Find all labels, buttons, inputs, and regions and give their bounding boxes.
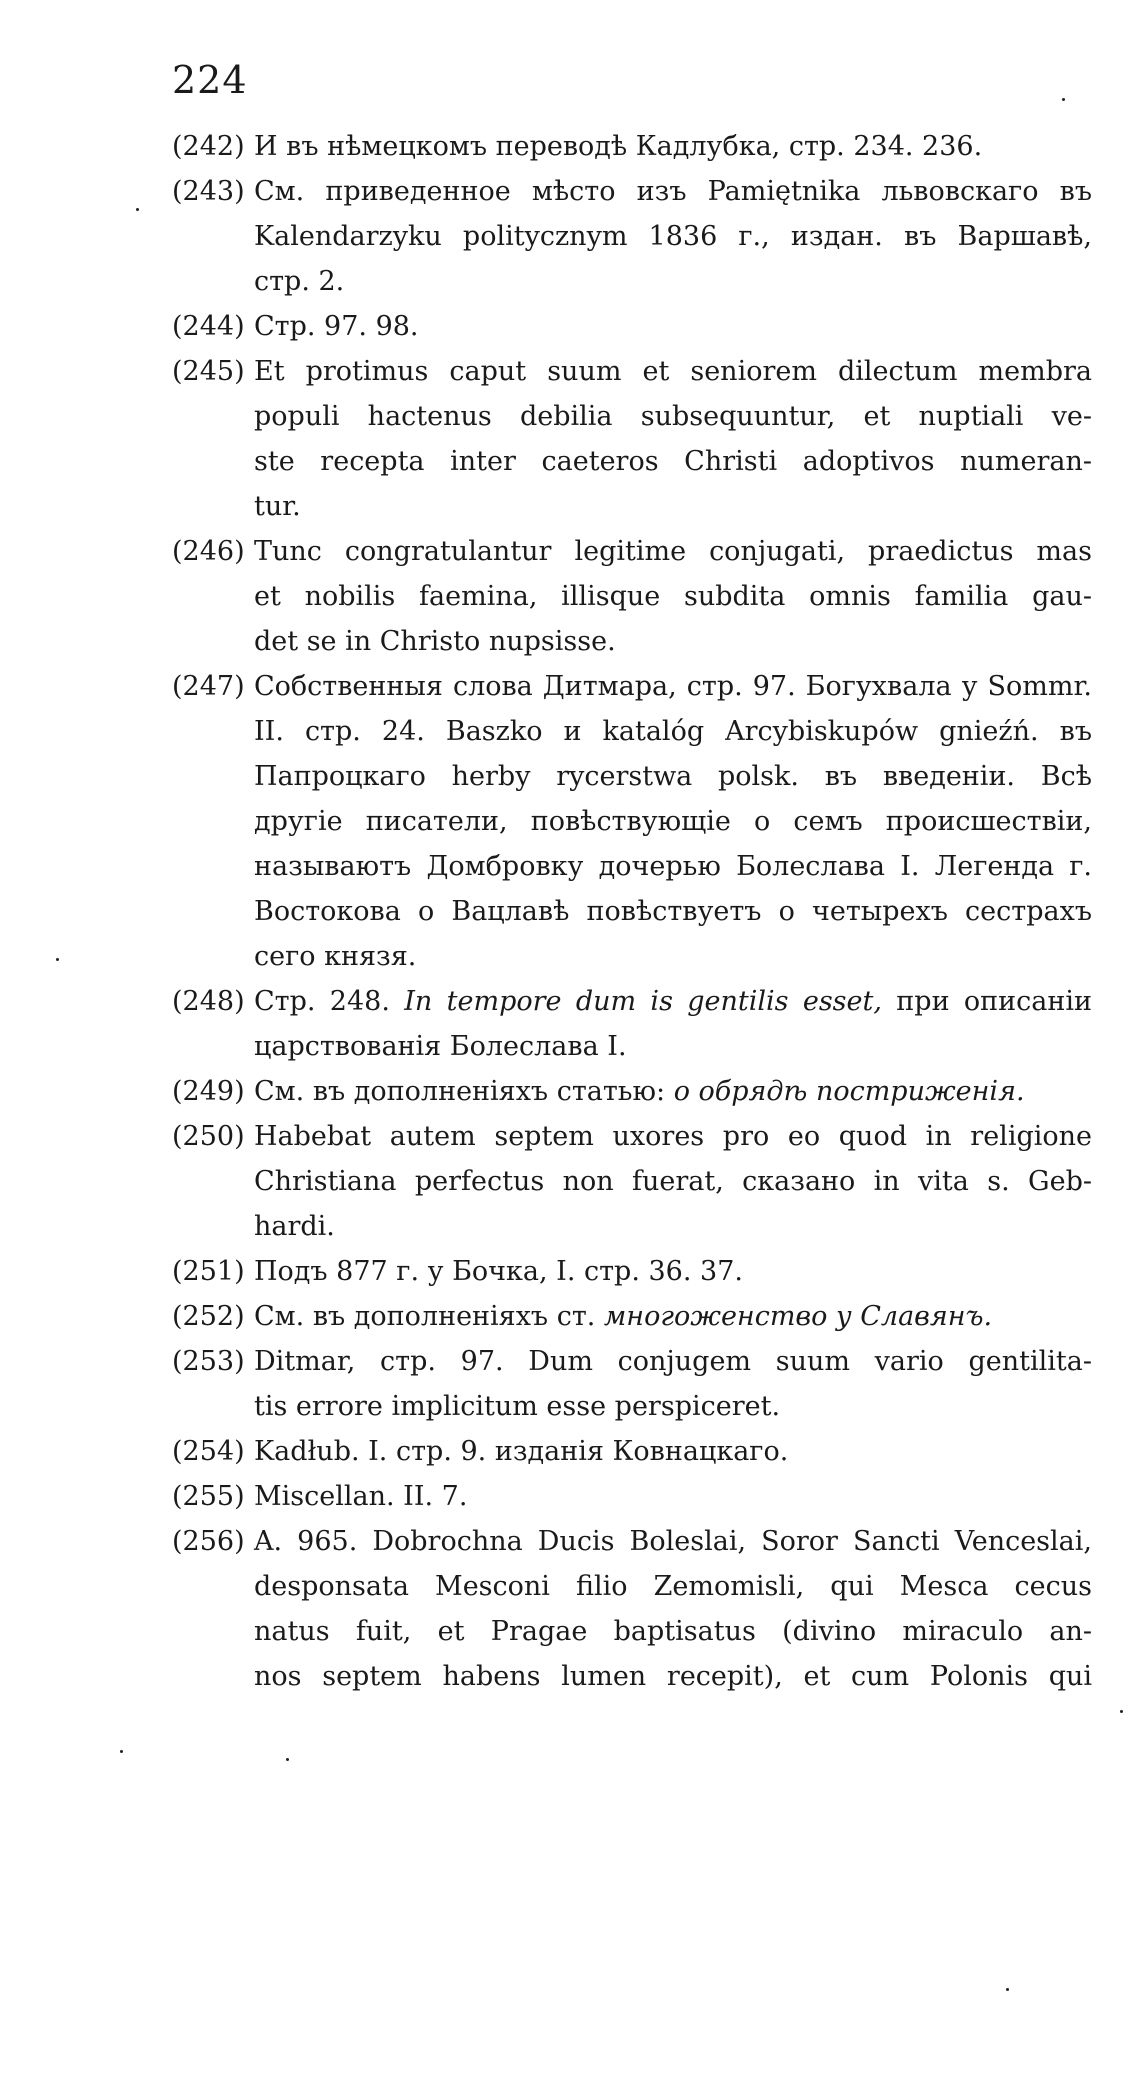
- footnote-text: [254, 169, 1092, 304]
- footnote-number: (251): [172, 1256, 245, 1287]
- footnote-line: стр. 2.: [254, 266, 345, 297]
- footnote-number: (243): [172, 176, 245, 207]
- footnote: [172, 1249, 1092, 1294]
- footnote: [172, 1474, 1092, 1519]
- footnote-number: (252): [172, 1301, 245, 1332]
- footnote-line: Собственныя слова Дитмара, стр. 97. Богухвала у Sommr.: [254, 671, 1092, 702]
- footnote-segment-italic: о обрядѣ постриженія.: [673, 1076, 1025, 1107]
- footnote-line: царствованія Болеслава I.: [254, 1031, 627, 1062]
- footnote-line: называютъ Домбровку дочерью Болеслава I. Легенда г.: [254, 851, 1092, 882]
- footnote-number: (256): [172, 1526, 245, 1557]
- scan-speck: [286, 1758, 289, 1761]
- footnote-text: [254, 1339, 1092, 1429]
- footnote: [172, 1114, 1092, 1249]
- footnote: [172, 1069, 1092, 1114]
- footnote: [172, 1519, 1092, 1699]
- footnote-text: [254, 979, 1092, 1069]
- footnote-number: (253): [172, 1346, 245, 1377]
- footnote-segment-italic: In tempore dum is gentilis esset,: [404, 986, 882, 1017]
- footnote-number: (250): [172, 1121, 245, 1152]
- footnote-line: hardi.: [254, 1211, 335, 1242]
- page-number: 224: [172, 58, 248, 102]
- footnote-text: [254, 529, 1092, 664]
- footnote-text: [254, 1519, 1092, 1699]
- footnote-line: II. стр. 24. Baszko и katalóg Arcybiskupów gnieźń. въ: [254, 716, 1092, 747]
- footnote-number: (248): [172, 986, 245, 1017]
- footnote-line: сего князя.: [254, 941, 417, 972]
- footnote-line: Стр. 97. 98.: [254, 311, 419, 342]
- footnote-line: И въ нѣмецкомъ переводѣ Кадлубка, стр. 234. 236.: [254, 131, 983, 162]
- footnote-text: [254, 1114, 1092, 1249]
- footnote-line: Kadłub. I. стр. 9. изданія Ковнацкаго.: [254, 1436, 789, 1467]
- scan-speck: [120, 1750, 123, 1753]
- footnote-line: Tunc congratulantur legitime conjugati, praedictus mas: [254, 536, 1092, 567]
- footnote: [172, 979, 1092, 1069]
- footnote-number: (242): [172, 131, 245, 162]
- footnote-line: tis errore implicitum esse perspiceret.: [254, 1391, 781, 1422]
- footnote-line: [254, 1294, 1092, 1339]
- footnote: [172, 1429, 1092, 1474]
- scan-speck: [56, 958, 59, 961]
- footnote: [172, 1339, 1092, 1429]
- footnote-text: [254, 1474, 1092, 1519]
- footnote-line: natus fuit, et Pragae baptisatus (divino miraculo an-: [254, 1616, 1092, 1647]
- footnote: [172, 1294, 1092, 1339]
- footnote-text: [254, 304, 1092, 349]
- footnote-line: См. приведенное мѣсто изъ Pamiętnika львовскаго въ: [254, 176, 1092, 207]
- footnote-number: (255): [172, 1481, 245, 1512]
- footnote-number: (247): [172, 671, 245, 702]
- footnote-line: другіе писатели, повѣствующіе о семъ происшествіи,: [254, 806, 1092, 837]
- footnote-line: Miscellan. II. 7.: [254, 1481, 468, 1512]
- footnote-text: [254, 124, 1092, 169]
- scan-speck: [1120, 1710, 1123, 1713]
- footnote-number: (254): [172, 1436, 245, 1467]
- scan-speck: [1006, 1988, 1009, 1991]
- footnote-line: Habebat autem septem uxores pro eo quod in religione: [254, 1121, 1092, 1152]
- footnote-line: ste recepta inter caeteros Christi adoptivos numeran-: [254, 446, 1092, 477]
- footnote-text: [254, 664, 1092, 979]
- footnote-text: [254, 1294, 1092, 1339]
- footnote-line: et nobilis faemina, illisque subdita omnis familia gau-: [254, 581, 1092, 612]
- footnote-line: nos septem habens lumen recepit), et cum Polonis qui: [254, 1661, 1092, 1692]
- footnote-line: desponsata Mesconi filio Zemomisli, qui Mesca cecus: [254, 1571, 1092, 1602]
- footnote-line: det se in Christo nupsisse.: [254, 626, 616, 657]
- footnote-segment: См. въ дополненіяхъ ст.: [254, 1301, 604, 1332]
- footnote: [172, 169, 1092, 304]
- footnote-text: [254, 1429, 1092, 1474]
- footnote-line: Et protimus caput suum et seniorem dilectum membra: [254, 356, 1092, 387]
- footnote: [172, 304, 1092, 349]
- footnote-number: (246): [172, 536, 245, 567]
- footnote-line: Ditmar, стр. 97. Dum conjugem suum vario gentilita-: [254, 1346, 1092, 1377]
- footnotes-list: [172, 124, 1092, 1699]
- scan-speck: [1062, 98, 1065, 101]
- footnote: [172, 349, 1092, 529]
- footnote-line: Востокова о Вацлавѣ повѣствуетъ о четырехъ сестрахъ: [254, 896, 1092, 927]
- footnote-line: Christiana perfectus non fuerat, сказано in vita s. Geb-: [254, 1166, 1092, 1197]
- footnote-text: [254, 1069, 1092, 1114]
- footnote-line: Подъ 877 г. у Бочка, I. стр. 36. 37.: [254, 1256, 743, 1287]
- footnote-line: A. 965. Dobrochna Ducis Boleslai, Soror Sancti Venceslai,: [254, 1526, 1092, 1557]
- footnote-line: Kalendarzyku politycznym 1836 г., издан. въ Варшавѣ,: [254, 221, 1092, 252]
- footnote: [172, 529, 1092, 664]
- footnote-line: populi hactenus debilia subsequuntur, et nuptiali ve-: [254, 401, 1092, 432]
- footnote: [172, 664, 1092, 979]
- footnote-number: (245): [172, 356, 245, 387]
- footnote: [172, 124, 1092, 169]
- footnote-number: (249): [172, 1076, 245, 1107]
- footnote-number: (244): [172, 311, 245, 342]
- footnote-segment-italic: многоженство у Славянъ.: [603, 1301, 993, 1332]
- footnote-segment: при описаніи: [881, 986, 1092, 1017]
- footnote-line: [254, 979, 1092, 1024]
- footnote-text: [254, 349, 1092, 529]
- footnote-line: Папроцкаго herby rycerstwa polsk. въ введеніи. Всѣ: [254, 761, 1092, 792]
- footnote-segment: См. въ дополненіяхъ статью:: [254, 1076, 674, 1107]
- footnote-segment: Стр. 248.: [254, 986, 405, 1017]
- scan-speck: [136, 208, 139, 211]
- footnote-text: [254, 1249, 1092, 1294]
- footnote-line: tur.: [254, 491, 301, 522]
- footnote-line: [254, 1069, 1092, 1114]
